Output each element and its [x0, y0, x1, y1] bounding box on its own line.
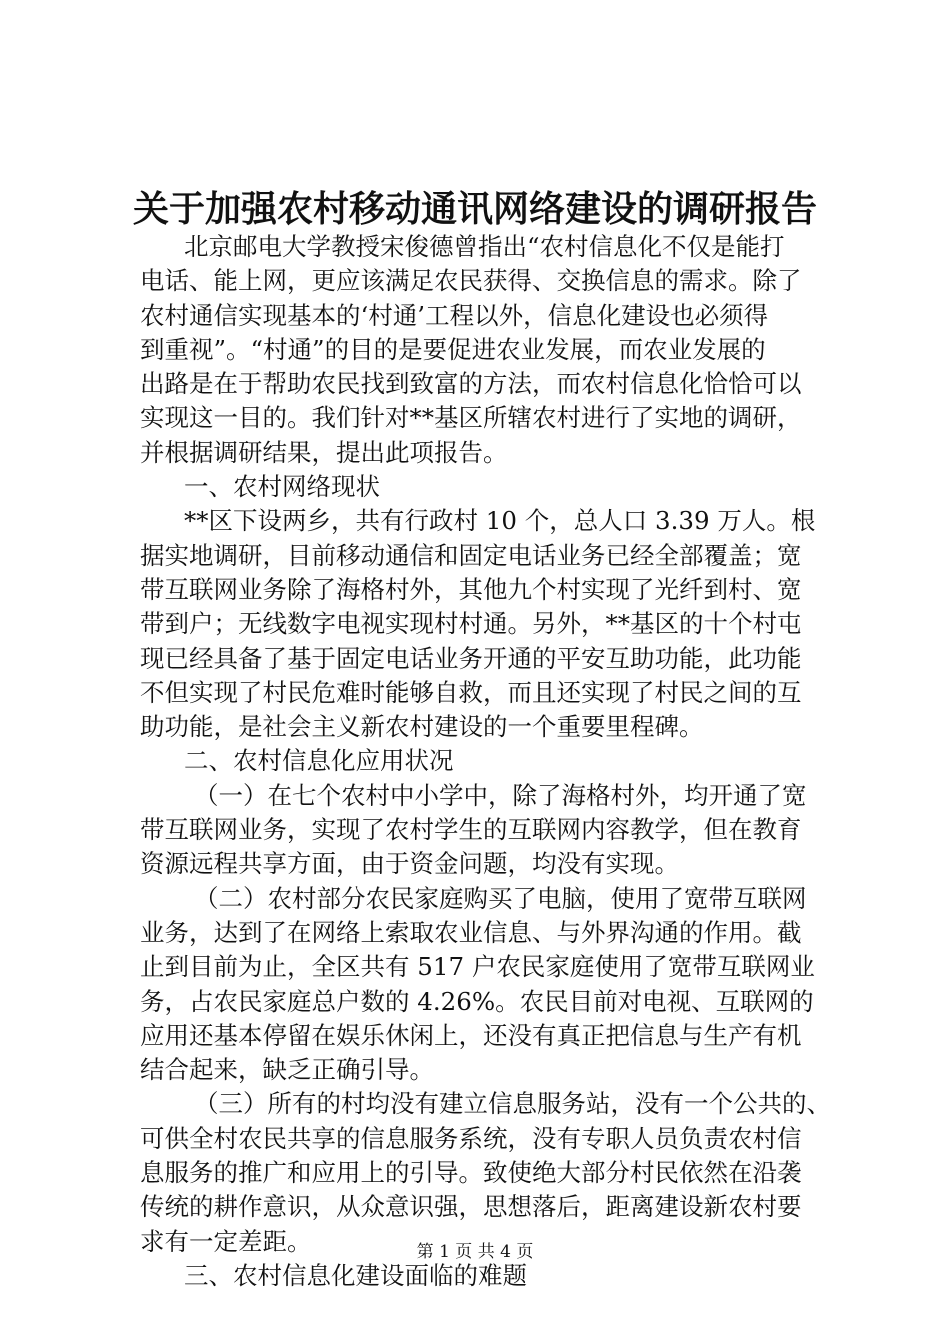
paragraph-line: 带到户；无线数字电视实现村村通。另外，**基区的十个村屯	[140, 609, 802, 639]
paragraph-line: 不但实现了村民危难时能够自救，而且还实现了村民之间的互	[140, 677, 802, 707]
paragraph-line: 求有一定差距。	[140, 1226, 312, 1256]
document-title: 关于加强农村移动通讯网络建设的调研报告	[132, 188, 817, 230]
paragraph-line: 并根据调研结果，提出此项报告。	[140, 437, 508, 467]
paragraph-line: （二）农村部分农民家庭购买了电脑，使用了宽带互联网	[194, 883, 807, 913]
paragraph-line: 实现这一目的。我们针对**基区所辖农村进行了实地的调研，	[140, 403, 802, 433]
paragraph-line: 务，占农民家庭总户数的 4.26%。农民目前对电视、互联网的	[140, 986, 814, 1016]
paragraph-line: 传统的耕作意识，从众意识强，思想落后，距离建设新农村要	[140, 1192, 802, 1222]
paragraph-line: （三）所有的村均没有建立信息服务站，没有一个公共的、	[194, 1089, 831, 1119]
paragraph-line: 资源远程共享方面，由于资金问题，均没有实现。	[140, 849, 679, 879]
paragraph-line: 农村通信实现基本的‘村通’工程以外，信息化建设也必须得	[140, 300, 769, 330]
paragraph-line: 北京邮电大学教授宋俊德曾指出“农村信息化不仅是能打	[184, 232, 785, 261]
document-body	[140, 230, 840, 1293]
page-footer: 第 1 页 共 4 页	[416, 1242, 534, 1262]
section-heading: 二、农村信息化应用状况	[184, 746, 454, 776]
paragraph-line: 现已经具备了基于固定电话业务开通的平安互助功能，此功能	[140, 643, 802, 673]
paragraph-line: 带互联网业务，实现了农村学生的互联网内容教学，但在教育	[140, 815, 802, 845]
paragraph-line: 业务，达到了在网络上索取农业信息、与外界沟通的作用。截	[140, 917, 802, 947]
paragraph-line: 止到目前为止，全区共有 517 户农民家庭使用了宽带互联网业	[140, 952, 815, 982]
paragraph-line: 结合起来，缺乏正确引导。	[140, 1055, 434, 1085]
paragraph-line: （一）在七个农村中小学中，除了海格村外，均开通了宽	[194, 780, 807, 810]
section-heading: 三、农村信息化建设面临的难题	[184, 1260, 527, 1290]
section-heading: 一、农村网络现状	[184, 472, 380, 502]
paragraph-line: 据实地调研，目前移动通信和固定电话业务已经全部覆盖；宽	[140, 540, 802, 570]
paragraph-line: 可供全村农民共享的信息服务系统，没有专职人员负责农村信	[140, 1123, 802, 1153]
paragraph-line: 出路是在于帮助农民找到致富的方法，而农村信息化恰恰可以	[140, 369, 802, 399]
paragraph-line: 息服务的推广和应用上的引导。致使绝大部分村民依然在沿袭	[140, 1158, 802, 1188]
paragraph-line: 电话、能上网，更应该满足农民获得、交换信息的需求。除了	[140, 266, 802, 296]
paragraph-line: 带互联网业务除了海格村外，其他九个村实现了光纤到村、宽	[140, 574, 802, 604]
paragraph-line: 助功能，是社会主义新农村建设的一个重要里程碑。	[140, 712, 704, 742]
paragraph-line: 到重视”。“村通”的目的是要促进农业发展，而农业发展的	[140, 334, 766, 364]
paragraph-line: **区下设两乡，共有行政村 10 个，总人口 3.39 万人。根	[184, 506, 816, 536]
paragraph-line: 应用还基本停留在娱乐休闲上，还没有真正把信息与生产有机	[140, 1020, 802, 1050]
